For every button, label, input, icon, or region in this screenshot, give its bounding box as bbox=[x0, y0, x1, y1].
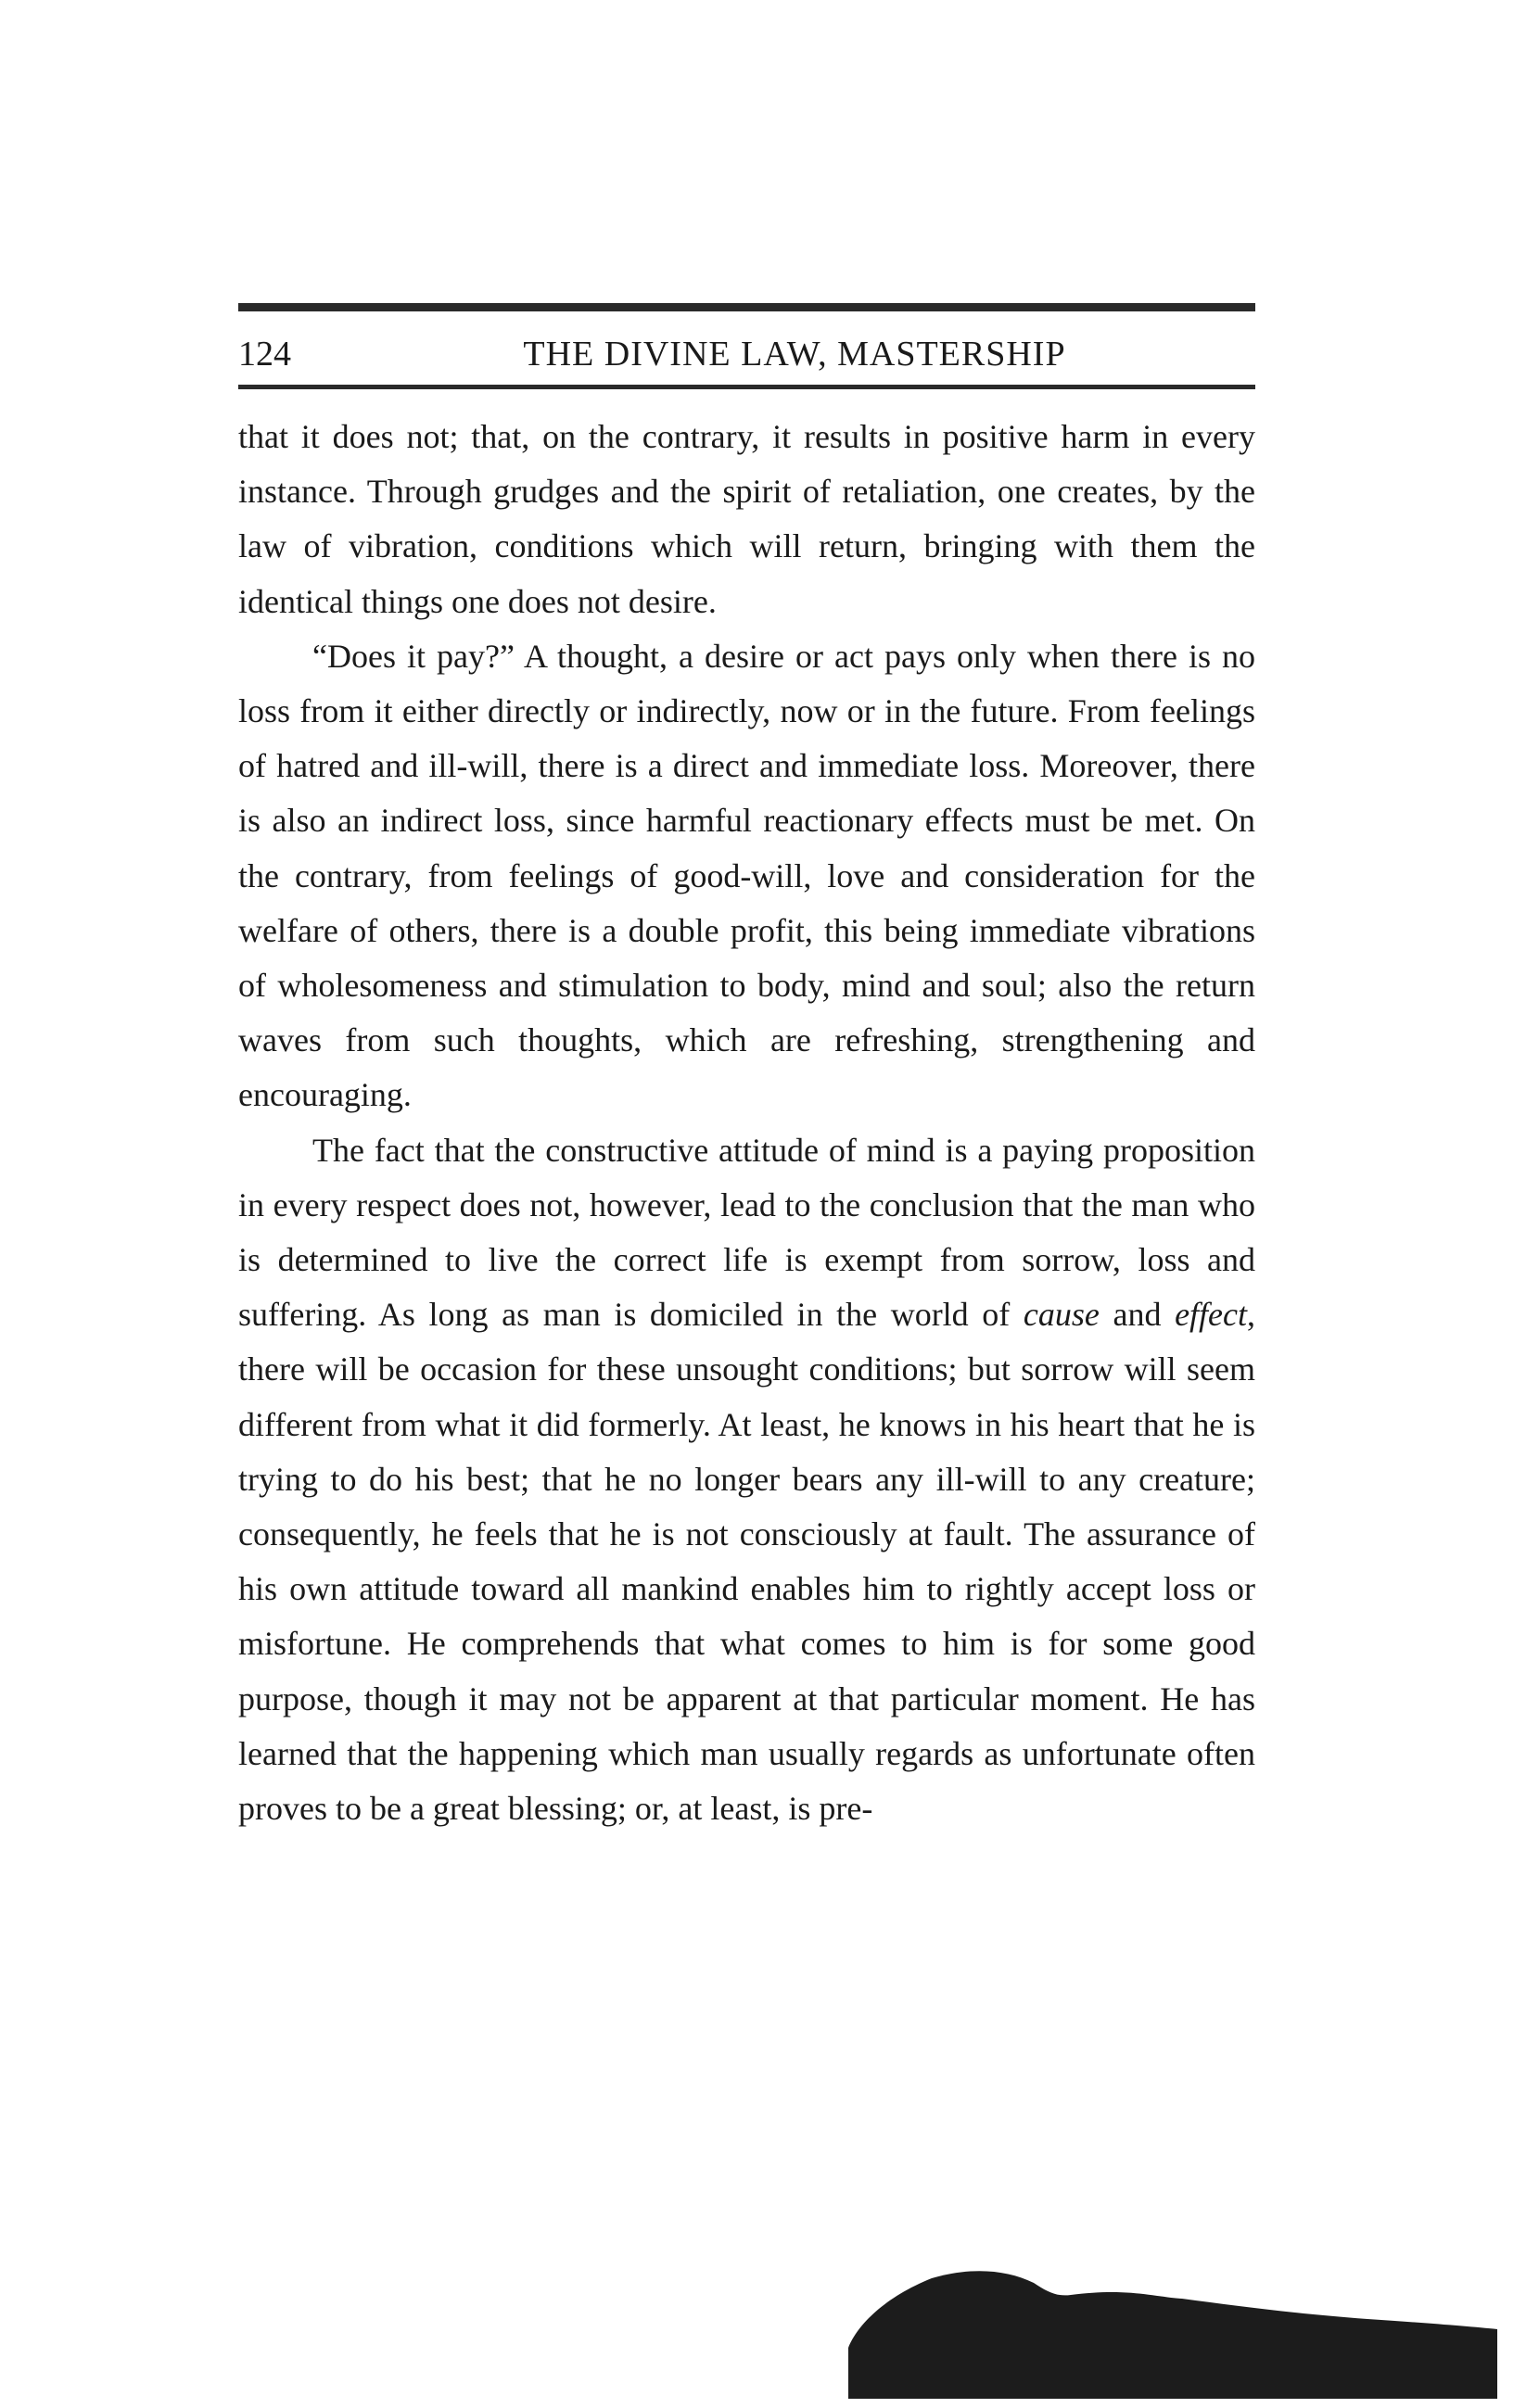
body-text bbox=[238, 410, 1255, 1836]
top-rule bbox=[238, 303, 1255, 311]
paragraph-2: “Does it pay?” A thought, a desire or act pays only when there is no loss from it either directly or indirectly, now or in the future. From feelings of hatred and ill-will, there is a direct and immediate loss. Moreover, there is also an indirect loss, since harmful reactionary effects must be met. On the contrary, from feelings of good-will, love and consideration for the welfare of others, there is a double profit, this being immediate vibrations of wholesomeness and stimulation to body, mind and soul; also the return waves from such thoughts, which are refreshing, strengthening and encouraging. bbox=[238, 637, 1255, 1114]
scan-artifact-blot bbox=[848, 2241, 1497, 2399]
cause-word: cause bbox=[1023, 1296, 1100, 1334]
and-word: and bbox=[1099, 1296, 1176, 1334]
paragraph-3-part-1: The fact that the constructive attitude of mind is a paying proposition in every respect does not, however, lead to the conclusion that the man who is determined to live the correct life is exempt from sorrow, loss and suffering. As long as man is domiciled in the world of bbox=[238, 1131, 1255, 1334]
paragraph-3 bbox=[238, 1123, 1255, 1837]
running-title: THE DIVINE LAW, MASTERSHIP bbox=[523, 335, 1066, 374]
effect-word: effect bbox=[1175, 1296, 1248, 1334]
page-header bbox=[238, 326, 1255, 382]
paragraph-3-part-2: , there will be occasion for these unsought conditions; but sorrow will seem different from what it did formerly. At least, he knows in his heart that he is trying to do his best; that he no longer bears any ill-will to any creature; consequently, he feels that he is not consciously at fault. The assurance of his own attitude toward all mankind enables him to rightly accept loss or misfortune. He comprehends that what comes to him is for some good purpose, though it may not be apparent at that particular moment. He has learned that the happening which man usually regards as unfortunate often proves to be a great blessing; or, at least, is pre- bbox=[238, 1296, 1256, 1828]
paragraph-1: that it does not; that, on the contrary, it results in positive harm in every instance. Through grudges and the spirit of retaliation, one creates, by the law of vibration, conditions which will return, bringing with them the identical things one does not desire. bbox=[238, 418, 1255, 620]
header-rule bbox=[238, 385, 1255, 389]
page-number: 124 bbox=[238, 335, 291, 374]
